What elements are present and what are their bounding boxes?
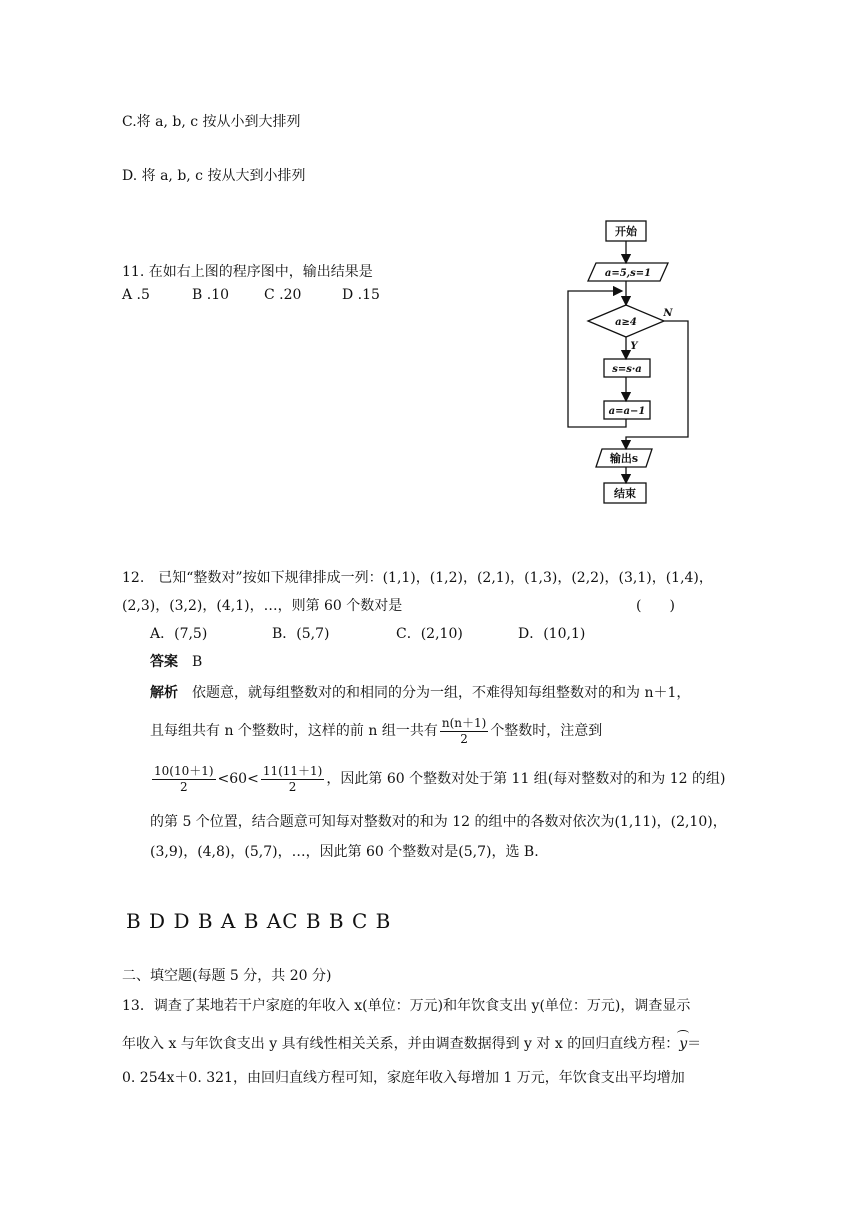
flowchart-step2-label: a=a−1 [608, 406, 646, 417]
q11-option-b: B .10 [192, 287, 230, 303]
fraction-n-denominator: 2 [460, 731, 468, 746]
q13-line3: 0. 254x＋0. 321，由回归直线方程可知，家庭年收入每增加 1 万元，年饮食支出平均增加 [122, 1070, 685, 1086]
q13-text-2b: ＝ [687, 1036, 702, 1052]
flowchart [560, 215, 700, 510]
answer-key: B D D B A B AC B B C B [126, 909, 392, 933]
q12-analysis-line5: (3,9)，(4,8)，(5,7)，…，因此第 60 个整数对是(5,7)，选 B. [150, 844, 539, 860]
q13-line2 [122, 1034, 701, 1054]
q12-line2: (2,3)，(3,2)，(4,1)，…，则第 60 个数对是 [122, 598, 403, 614]
flowchart-condition-label: a≥4 [615, 317, 637, 328]
fraction-11 [261, 764, 325, 795]
q11-option-c: C .20 [264, 287, 302, 303]
q12-option-a: A．(7,5) [150, 626, 208, 642]
q12-option-d: D．(10,1) [518, 626, 586, 642]
q11-option-d: D .15 [342, 287, 380, 303]
flowchart-step1-label: s=s·a [612, 364, 642, 375]
flowchart-yes-label: Y [630, 341, 638, 352]
q10-option-d: D. 将 a, b, c 按从大到小排列 [122, 168, 306, 184]
q11-options [122, 285, 380, 305]
analysis-text-2a: 且每组共有 n 个整数时，这样的前 n 组一共有 [150, 723, 438, 739]
flowchart-end-label: 结束 [614, 487, 636, 500]
fraction-10-numerator: 10(10＋1) [154, 763, 214, 778]
q12-answer [150, 652, 202, 672]
y-hat: y [679, 1036, 688, 1052]
analysis-text-1: 依题意，就每组整数对的和相同的分为一组，不难得知每组整数对的和为 n＋1， [192, 685, 691, 701]
answer-value: B [192, 654, 203, 670]
q11-stem: 11. 在如右上图的程序图中，输出结果是 [122, 264, 373, 280]
q12-option-c: C．(2,10) [396, 626, 463, 642]
flowchart-init-label: a=5,s=1 [604, 268, 652, 279]
analysis-text-3b: ，因此第 60 个整数对处于第 11 组(每对整数对的和为 12 的组) [326, 771, 726, 787]
flowchart-no-label: N [663, 308, 673, 319]
analysis-label: 解析 [150, 685, 178, 701]
q12-analysis-line4: 的第 5 个位置，结合题意可知每对整数对的和为 12 的组中的各数对依次为(1,11)，(2,10)， [150, 814, 727, 830]
q13-text-2a: 年收入 x 与年饮食支出 y 具有线性相关关系，并由调查数据得到 y 对 x 的回归直线方程： [122, 1036, 680, 1052]
q11-option-a: A .5 [122, 287, 150, 303]
q12-options [150, 624, 585, 644]
fraction-11-denominator: 2 [288, 779, 297, 794]
flowchart-output-label: 输出s [609, 452, 639, 465]
answer-label: 答案 [150, 654, 178, 670]
inequality: <60< [217, 771, 259, 787]
q12-analysis-line1 [150, 683, 690, 703]
fraction-10-denominator: 2 [179, 779, 188, 794]
q12-line1: 12. 已知“整数对”按如下规律排成一列：(1,1)，(1,2)，(2,1)，(1,3)，(2,2)，(3,1)，(1,4)， [122, 570, 713, 586]
fraction-11-numerator: 11(11＋1) [262, 763, 323, 778]
fraction-n [440, 716, 488, 747]
fraction-n-numerator: n(n＋1) [441, 715, 487, 730]
section2-title: 二、填空题(每题 5 分，共 20 分) [122, 968, 332, 984]
q13-line1: 13．调查了某地若干户家庭的年收入 x(单位：万元)和年饮食支出 y(单位：万元)，调查显示 [122, 998, 691, 1014]
q10-option-c: C.将 a, b, c 按从小到大排列 [122, 114, 301, 130]
fraction-10 [152, 764, 216, 795]
q12-option-b: B．(5,7) [272, 626, 330, 642]
flowchart-start-label: 开始 [615, 225, 637, 238]
q12-analysis-line2 [150, 714, 602, 748]
q12-bracket: ( ) [636, 598, 675, 614]
q12-analysis-line3 [150, 762, 725, 796]
analysis-text-2b: 个整数时，注意到 [490, 723, 603, 739]
